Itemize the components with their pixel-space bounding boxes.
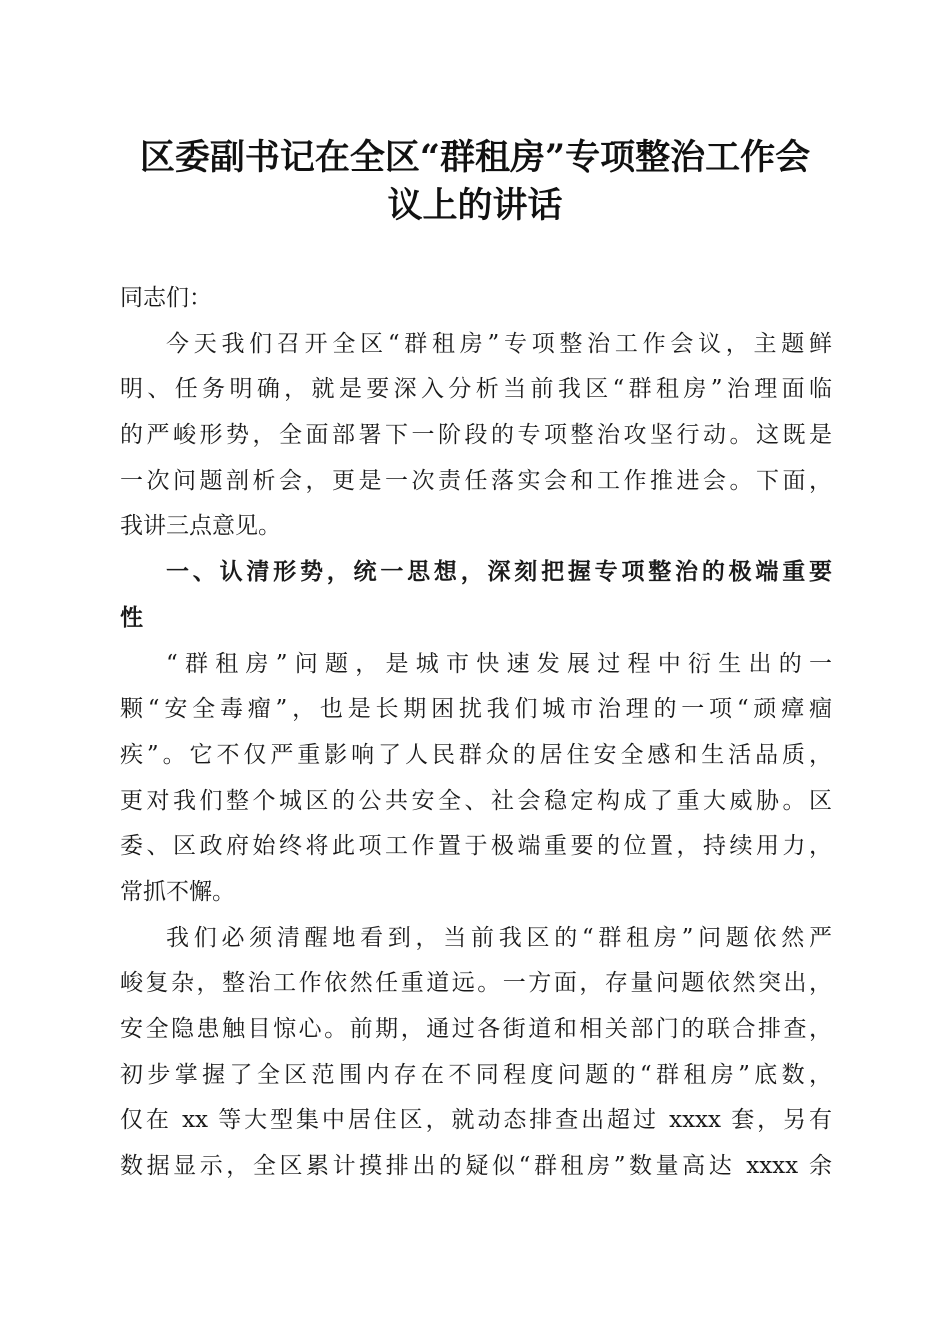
paragraph-line: 今天我们召开全区“群租房”专项整治工作会议，主题鲜 — [166, 330, 832, 357]
document-body — [120, 276, 832, 1190]
paragraph-line: 一次问题剖析会，更是一次责任落实会和工作推进会。下面， — [120, 467, 832, 494]
paragraph-1 — [120, 322, 832, 550]
paragraph-line: 安全隐患触目惊心。前期，通过各街道和相关部门的联合排查， — [120, 1016, 832, 1042]
salutation: 同志们： — [120, 285, 212, 311]
paragraph-2 — [120, 642, 832, 916]
paragraph-line: 的严峻形势，全面部署下一阶段的专项整治攻坚行动。这既是 — [120, 422, 832, 449]
paragraph-3 — [120, 916, 832, 1190]
paragraph-line: 疾”。它不仅严重影响了人民群众的居住安全感和生活品质， — [120, 741, 832, 768]
paragraph-line: 我们必须清醒地看到，当前我区的“群租房”问题依然严 — [166, 924, 832, 951]
paragraph-line: 初步掌握了全区范围内存在不同程度问题的“群租房”底数， — [120, 1061, 832, 1088]
paragraph-line: 更对我们整个城区的公共安全、社会稳定构成了重大威胁。区 — [120, 787, 832, 814]
paragraph-line: 明、任务明确，就是要深入分析当前我区“群租房”治理面临 — [120, 376, 832, 403]
heading-line: 性 — [120, 604, 143, 631]
paragraph-line: 我讲三点意见。 — [120, 513, 281, 540]
paragraph-line: 委、区政府始终将此项工作置于极端重要的位置，持续用力， — [120, 833, 832, 860]
paragraph-line: 峻复杂，整治工作依然任重道远。一方面，存量问题依然突出， — [120, 970, 832, 997]
paragraph-line: “群租房”问题，是城市快速发展过程中衍生出的一 — [166, 650, 832, 677]
section-heading-1 — [120, 550, 832, 641]
paragraph-line: 仅在 xx 等大型集中居住区，就动态排查出超过 xxxx 套，另有 — [120, 1107, 832, 1134]
title-line-1: 区委副书记在全区“群租房”专项整治工作会 — [139, 137, 811, 178]
title-line-2: 议上的讲话 — [387, 185, 563, 226]
paragraph-line: 常抓不懈。 — [120, 878, 235, 905]
paragraph-line: 颗“安全毒瘤”，也是长期困扰我们城市治理的一项“顽瘴痼 — [120, 696, 832, 723]
document-title — [100, 134, 850, 230]
heading-line: 一、认清形势，统一思想，深刻把握专项整治的极端重要 — [166, 559, 832, 586]
paragraph-line: 数据显示，全区累计摸排出的疑似“群租房”数量高达 xxxx 余 — [120, 1153, 832, 1180]
